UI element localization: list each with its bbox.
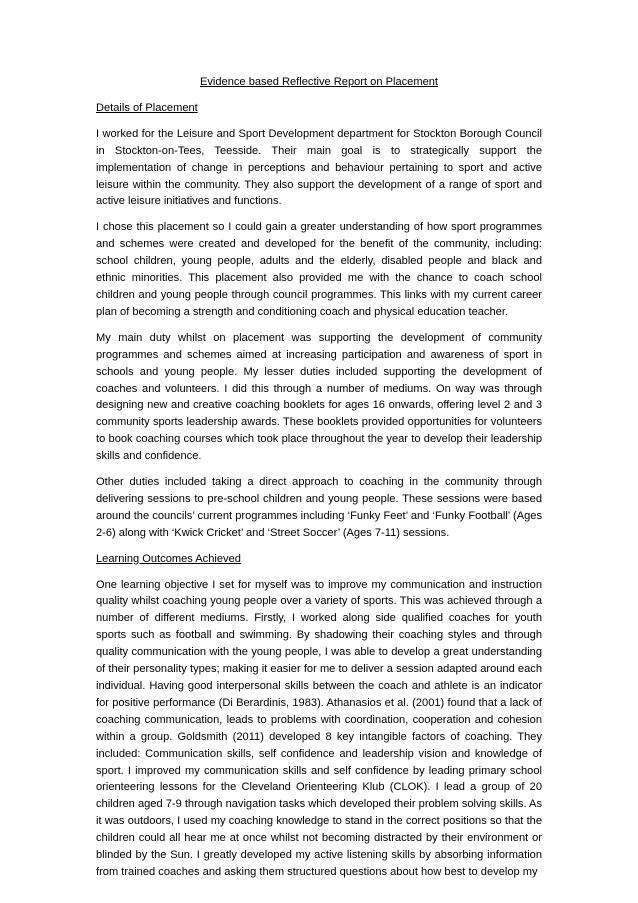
document-title: Evidence based Reflective Report on Placement — [199, 76, 439, 88]
section-heading-details: Details of Placement — [96, 101, 198, 114]
document-page — [96, 74, 542, 890]
paragraph: My main duty whilst on placement was supporting the development of community programmes and schemes aimed at increasing participation and awareness of sport in schools and young people. My lesser duties included supporting the development of coaches and volunteers. I did this through a number of mediums. On way was through designing new and creative coaching booklets for ages 16 onwards, offering level 2 and 3 community sports leadership awards. These booklets provided opportunities for volunteers to book coaching courses which took place throughout the year to develop their leadership skills and confidence. — [96, 331, 542, 463]
paragraph: I worked for the Leisure and Sport Development department for Stockton Borough Council in Stockton-on-Tees, Teesside. Their main goal is to strategically support the implementation of change in perceptions and behaviour pertaining to sport and active leisure within the community. They also support the development of a range of sport and active leisure initiatives and functions. — [96, 127, 542, 208]
paragraph: Other duties included taking a direct approach to coaching in the community through delivering sessions to pre-school children and young people. These sessions were based around the councils’ current programmes including ‘Funky Feet’ and ‘Funky Football’ (Ages 2-6) along with ‘Kwick Cricket’ and ‘Street Soccer’ (Ages 7-11) sessions. — [96, 476, 542, 539]
paragraph: One learning objective I set for myself was to improve my communication and instruction quality whilst coaching young people over a variety of sports. This was achieved through a number of different mediums. Firstly, I worked along side qualified coaches for youth sports such as football and swimming. By shadowing their coaching styles and through quality communication with the young people, I was able to develop a great understanding of their personality types; making it easier for me to deliver a session adapted around each individual. Having good interpersonal skills between the coach and athlete is an indicator for positive performance (Di Berardinis, 1983). Athanasios et al. (2001) found that a lack of coaching communication, leads to problems with coordination, cooperation and cohesion within a group. Goldsmith (2011) developed 8 key intangible factors of coaching. They included: Communication skills, self confidence and leadership vision and knowledge of sport. I improved my communication skills and self confidence by leading primary school orienteering lessons for the Cleveland Orienteering Klub (CLOK). I lead a group of 20 children aged 7-9 through navigation tasks which developed their problem solving skills. As it was outdoors, I used my coaching knowledge to stand in the correct positions so that the children could all hear me at once whilst not becoming distracted by their environment or blinded by the Sun. I greatly developed my active listening skills by absorbing information from trained coaches and asking them structured questions about how best to develop my — [96, 578, 542, 878]
paragraph: I chose this placement so I could gain a greater understanding of how sport programmes and schemes were created and developed for the benefit of the community, including: school children, young people, adults and the elderly, disabled people and black and ethnic minorities. This placement also provided me with the chance to coach school children and young people through council programmes. This links with my current career plan of becoming a strength and conditioning coach and physical education teacher. — [96, 221, 542, 318]
section-heading-learning-outcomes: Learning Outcomes Achieved — [96, 552, 241, 565]
